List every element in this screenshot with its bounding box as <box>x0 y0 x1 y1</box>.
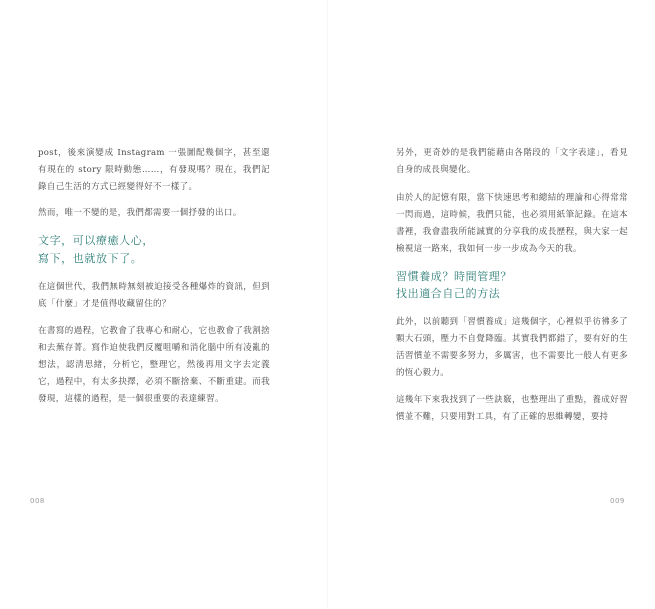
left-heading-line-2: 寫下，也就放下了。 <box>38 252 143 265</box>
right-heading-line-2: 找出適合自己的方法 <box>396 287 501 300</box>
right-paragraph-4: 這幾年下來我找到了一些訣竅，也整理出了重點，養成好習慣並不難，只要用對工具，有了正確的思維轉變，要持 <box>396 395 628 422</box>
left-heading-line-1: 文字，可以療癒人心， <box>38 234 154 247</box>
right-heading-line-1: 習慣養成？時間管理？ <box>396 270 512 283</box>
left-paragraph-2: 然而，唯一不變的是，我們都需要一個抒發的出口。 <box>38 208 242 218</box>
page-number-left: 008 <box>30 497 45 505</box>
page-number-right: 009 <box>610 497 625 505</box>
right-paragraph-2: 由於人的記憶有限，當下快速思考和總結的理論和心得常常一閃而過，這時候，我們只能，也必須用紙筆記錄。在這本書裡，我會盡我所能誠實的分享我的成長歷程，與大家一起檢視這一路來，我如何一步一步成為今天的我。 <box>396 193 628 254</box>
right-paragraph-3: 此外，以前聽到「習慣養成」這幾個字，心裡似乎彷彿多了顆大石頭，壓力不自覺降臨。其實我們都錯了，要有好的生活習慣並不需要多努力，多厲害，也不需要比一般人有更多的恆心毅力。 <box>396 317 628 378</box>
right-page <box>328 0 655 609</box>
left-paragraph-1: post，後來演變成 Instagram 一張圖配幾個字，甚至還有現在的 story 限時動態……，有發現嗎？現在，我們記錄自己生活的方式已經變得好不一樣了。 <box>38 148 270 192</box>
right-text-column <box>396 145 628 426</box>
left-paragraph-4: 在書寫的過程，它教會了我專心和耐心，它也教會了我割捨和去蕪存菁。寫作迫使我們反覆咀嚼和消化腦中所有凌亂的想法，認清思緒，分析它，整理它，然後再用文字去定義它，過程中，有太多抉擇，必須不斷捨棄、不斷重建。而我發現，這樣的過程，是一個很重要的表達練習。 <box>38 326 270 404</box>
left-page <box>0 0 327 609</box>
left-section-heading <box>38 232 270 268</box>
right-section-heading <box>396 268 628 302</box>
right-paragraph-1: 另外，更奇妙的是我們能藉由各階段的「文字表達」，看見自身的成長與變化。 <box>396 148 628 175</box>
left-paragraph-3: 在這個世代，我們無時無刻被迫接受各種爆炸的資訊，但到底「什麼」才是值得收藏留住的？ <box>38 282 270 309</box>
left-text-column <box>38 145 270 408</box>
